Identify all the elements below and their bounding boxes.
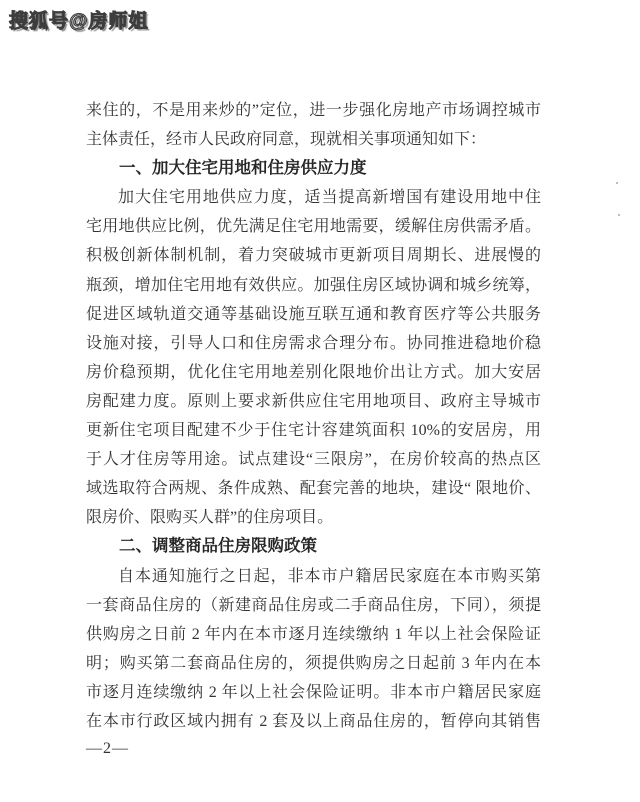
text-line: 一、加大住宅用地和住房供应力度 — [119, 159, 367, 178]
text-line: 房价稳预期，优化住宅用地差别化限地价出让方式。加大安居 — [86, 363, 541, 381]
text-line: 市逐月连续缴纳 2 年以上社会保险证明。非本市户籍居民家庭 — [86, 683, 541, 701]
text-line: 主体责任，经市人民政府同意，现就相关事项通知如下： — [86, 131, 487, 149]
text-line: 加大住宅用地供应力度，适当提高新增国有建设用地中住 — [118, 189, 541, 207]
text-line: 二、调整商品住房限购政策 — [119, 537, 317, 556]
sohu-watermark: 搜狐号@房师姐 — [9, 11, 149, 32]
text-line: 更新住宅项目配建不少于住宅计容建筑面积 10%的安居房，用 — [86, 422, 541, 440]
page-number: —2— — [86, 740, 129, 757]
text-line: 设施对接，引导人口和住房需求合理分布。协同推进稳地价稳 — [86, 334, 541, 352]
text-line: 于人才住房等用途。试点建设“三限房”，在房价较高的热点区 — [86, 451, 541, 469]
text-line: 宅用地供应比例，优先满足住宅用地需要，缓解住房供需矛盾。 — [86, 218, 541, 236]
text-line: 在本市行政区域内拥有 2 套及以上商品住房的，暂停向其销售 — [86, 712, 541, 730]
text-line: 供购房之日前 2 年内在本市逐月连续缴纳 1 年以上社会保险证 — [86, 625, 541, 643]
text-line: 积极创新体制机制，着力突破城市更新项目周期长、进展慢的 — [86, 247, 541, 265]
text-line: 促进区域轨道交通等基础设施互联互通和教育医疗等公共服务 — [86, 305, 541, 323]
text-line: 一套商品住房的（新建商品住房或二手商品住房，下同），须提 — [86, 596, 541, 614]
text-line: 自本通知施行之日起，非本市户籍居民家庭在本市购买第 — [118, 567, 541, 585]
document-lines — [86, 96, 541, 736]
text-line: 来住的，不是用来炒的”定位，进一步强化房地产市场调控城市 — [86, 102, 541, 119]
scan-speck — [618, 214, 620, 216]
text-line: 明；购买第二套商品住房的，须提供购房之日起前 3 年内在本 — [86, 654, 541, 672]
text-line: 瓶颈，增加住宅用地有效供应。加强住房区域协调和城乡统筹， — [86, 276, 541, 294]
text-line: 限房价、限购买人群”的住房项目。 — [86, 509, 334, 527]
text-line: 房配建力度。原则上要求新供应住宅用地项目、政府主导城市 — [86, 392, 541, 410]
text-line: 域选取符合两规、条件成熟、配套完善的地块，建设“ 限地价、 — [86, 480, 541, 498]
scan-speck — [616, 182, 618, 184]
